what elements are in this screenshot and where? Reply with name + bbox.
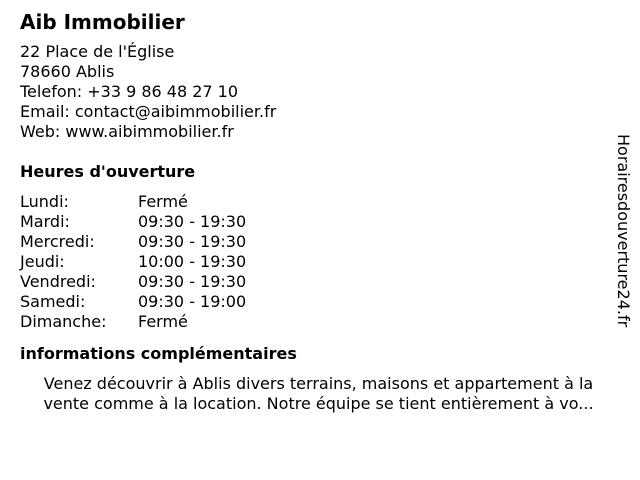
- time-value: 09:30 - 19:30: [138, 212, 247, 231]
- business-card: [20, 10, 610, 414]
- address-city: 78660 Ablis: [20, 62, 115, 81]
- hours-row-sunday: [20, 312, 610, 332]
- additional-info-title: informations complémentaires: [20, 344, 297, 363]
- business-name: Aib Immobilier: [20, 10, 185, 34]
- opening-hours-title: Heures d'ouverture: [20, 162, 196, 181]
- day-label: Mardi:: [20, 212, 70, 231]
- site-watermark: Horairesdouverture24.fr: [614, 134, 633, 328]
- address-street: 22 Place de l'Église: [20, 42, 175, 61]
- hours-row-monday: [20, 192, 610, 212]
- email-text: Email: contact@aibimmobilier.fr: [20, 102, 277, 121]
- time-value: 09:30 - 19:30: [138, 232, 247, 251]
- phone-text: Telefon: +33 9 86 48 27 10: [20, 82, 239, 101]
- hours-row-friday: [20, 272, 610, 292]
- hours-row-thursday: [20, 252, 610, 272]
- day-label: Samedi:: [20, 292, 86, 311]
- website-text: Web: www.aibimmobilier.fr: [20, 122, 234, 141]
- contact-block: [20, 42, 610, 142]
- day-label: Lundi:: [20, 192, 69, 211]
- day-label: Mercredi:: [20, 232, 95, 251]
- time-value: 09:30 - 19:30: [138, 272, 247, 291]
- hours-row-wednesday: [20, 232, 610, 252]
- time-value: Fermé: [138, 192, 188, 211]
- description-line: Venez découvrir à Ablis divers terrains, maisons et appartement à la: [43, 374, 594, 393]
- hours-row-saturday: [20, 292, 610, 312]
- time-value: 09:30 - 19:00: [138, 292, 247, 311]
- day-label: Vendredi:: [20, 272, 96, 291]
- hours-row-tuesday: [20, 212, 610, 232]
- time-value: Fermé: [138, 312, 188, 331]
- additional-info-text: [16, 374, 621, 414]
- time-value: 10:00 - 19:30: [138, 252, 247, 271]
- description-line: vente comme à la location. Notre équipe se tient entièrement à vo...: [43, 394, 594, 413]
- opening-hours-table: [20, 192, 610, 332]
- day-label: Jeudi:: [20, 252, 65, 271]
- day-label: Dimanche:: [20, 312, 107, 331]
